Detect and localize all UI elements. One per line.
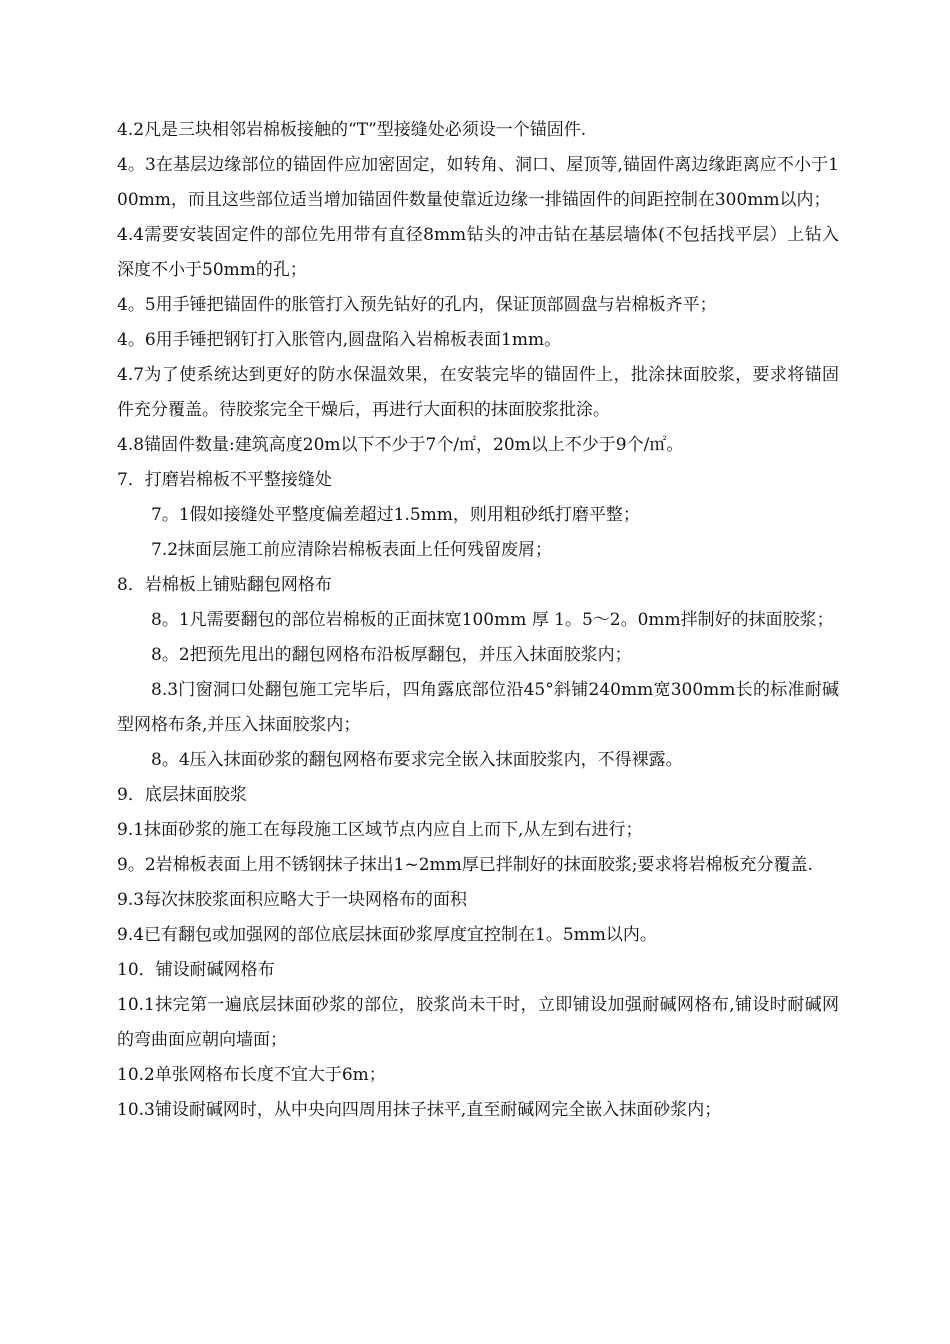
paragraph-8-1: 8。1凡需要翻包的部位岩棉板的正面抹宽100mm 厚 1。5～2。0mm拌制好的抹面胶浆； (151, 610, 834, 630)
paragraph-4-8: 4.8锚固件数量:建筑高度20m以下不少于7个/㎡，20m以上不少于9个/㎡。 (117, 435, 684, 455)
section-heading-10: 10．铺设耐碱网格布 (117, 960, 275, 980)
paragraph-7-2: 7.2抹面层施工前应清除岩棉板表面上任何残留废屑； (151, 540, 553, 560)
paragraph-4-7: 4.7为了使系统达到更好的防水保温效果，在安装完毕的锚固件上，批涂抹面胶浆，要求将锚固件充分覆盖。待胶浆完全干燥后，再进行大面积的抹面胶浆批涂。 (117, 365, 839, 420)
section-heading-8: 8．岩棉板上铺贴翻包网格布 (117, 575, 332, 595)
paragraph-10-1: 10.1抹完第一遍底层抹面砂浆的部位，胶浆尚未干时，立即铺设加强耐碱网格布,铺设时耐碱网的弯曲面应朝向墙面； (117, 995, 839, 1050)
paragraph-9-2: 9。2岩棉板表面上用不锈钢抹子抹出1~2mm厚已拌制好的抹面胶浆;要求将岩棉板充分覆盖. (117, 855, 813, 875)
paragraph-7-1: 7。1假如接缝处平整度偏差超过1.5mm，则用粗砂纸打磨平整； (151, 505, 640, 525)
section-heading-7: 7．打磨岩棉板不平整接缝处 (117, 470, 332, 490)
paragraph-4-2: 4.2凡是三块相邻岩棉板接触的“T”型接缝处必须设一个锚固件. (117, 120, 587, 140)
paragraph-4-5: 4。5用手锤把锚固件的胀管打入预先钻好的孔内，保证顶部圆盘与岩棉板齐平； (117, 295, 717, 315)
paragraph-8-3: 8.3门窗洞口处翻包施工完毕后，四角露底部位沿45°斜铺240mm宽300mm长的标准耐碱型网格布条,并压入抹面胶浆内； (117, 680, 839, 735)
paragraph-9-1: 9.1抹面砂浆的施工在每段施工区域节点内应自上而下,从左到右进行； (117, 820, 643, 840)
section-heading-9: 9．底层抹面胶浆 (117, 785, 247, 805)
paragraph-8-2: 8。2把预先甩出的翻包网格布沿板厚翻包，并压入抹面胶浆内； (151, 645, 632, 665)
document-body (117, 113, 839, 1128)
paragraph-4-4: 4.4需要安装固定件的部位先用带有直径8mm钻头的冲击钻在基层墙体(不包括找平层）上钻入深度不小于50mm的孔； (117, 225, 839, 280)
paragraph-10-3: 10.3铺设耐碱网时，从中央向四周用抹子抹平,直至耐碱网完全嵌入抹面砂浆内； (117, 1100, 722, 1120)
paragraph-9-4: 9.4已有翻包或加强网的部位底层抹面砂浆厚度宜控制在1。5mm以内。 (117, 925, 657, 945)
paragraph-9-3: 9.3每次抹胶浆面积应略大于一块网格布的面积 (117, 890, 468, 910)
paragraph-4-3: 4。3在基层边缘部位的锚固件应加密固定，如转角、洞口、屋顶等,锚固件离边缘距离应不小于100mm，而且这些部位适当增加锚固件数量使靠近边缘一排锚固件的间距控制在300mm以内； (117, 155, 839, 210)
paragraph-10-2: 10.2单张网格布长度不宜大于6m； (117, 1065, 386, 1085)
paragraph-4-6: 4。6用手锤把钢钉打入胀管内,圆盘陷入岩棉板表面1mm。 (117, 330, 562, 350)
paragraph-8-4: 8。4压入抹面砂浆的翻包网格布要求完全嵌入抹面胶浆内，不得裸露。 (151, 750, 683, 770)
